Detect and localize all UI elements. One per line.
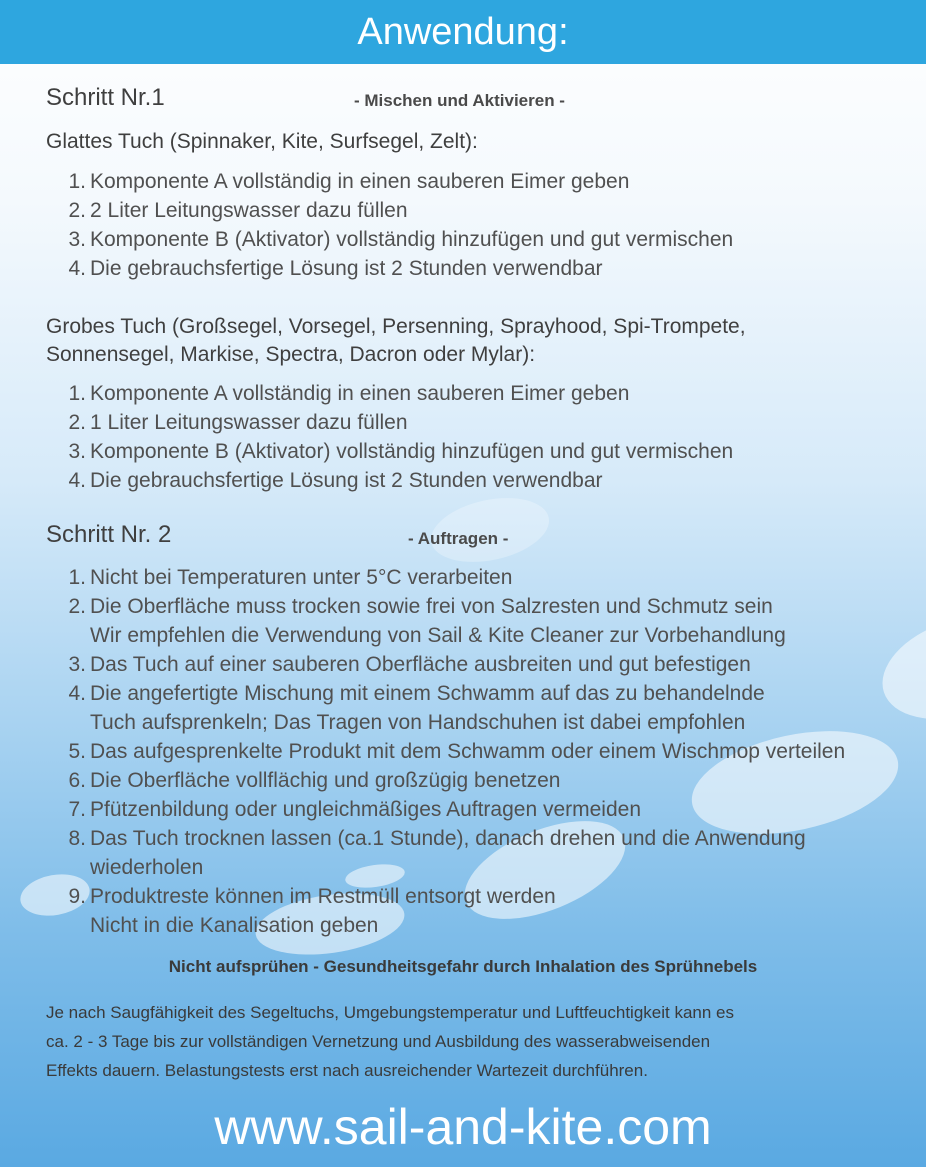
application-steps-list [62, 566, 926, 946]
list-item: 2. 1 Liter Leitungswasser dazu füllen [68, 411, 408, 434]
list-item: 8. Das Tuch trocknen lassen (ca.1 Stunde), danach drehen und die Anwendung [68, 827, 806, 850]
list-item: 3. Komponente B (Aktivator) vollständig hinzufügen und gut vermischen [68, 228, 734, 251]
list-item: 3. Komponente B (Aktivator) vollständig hinzufügen und gut vermischen [68, 440, 734, 463]
list-item: 1. Komponente A vollständig in einen sauberen Eimer geben [68, 382, 630, 405]
list-item: 4. Die angefertigte Mischung mit einem Schwamm auf das zu behandelnde [68, 682, 765, 705]
note-line: Effekts dauern. Belastungstests erst nach ausreichender Wartezeit durchführen. [46, 1061, 648, 1080]
list-item: Tuch aufsprenkeln; Das Tragen von Handschuhen ist dabei empfohlen [90, 711, 746, 734]
list-item: Nicht in die Kanalisation geben [90, 914, 379, 937]
coarse-cloth-list [62, 382, 922, 502]
list-item: 2. 2 Liter Leitungswasser dazu füllen [68, 199, 408, 222]
list-item: 3. Das Tuch auf einer sauberen Oberfläche ausbreiten und gut befestigen [68, 653, 751, 676]
step1-subtitle: - Mischen und Aktivieren - [354, 91, 565, 110]
warning-text: Nicht aufsprühen - Gesundheitsgefahr durch Inhalation des Sprühnebels [168, 957, 758, 976]
list-item: 1. Komponente A vollständig in einen sauberen Eimer geben [68, 170, 630, 193]
note-line: ca. 2 - 3 Tage bis zur vollständigen Vernetzung und Ausbildung des wasserabweisenden [46, 1032, 711, 1051]
list-item: 4. Die gebrauchsfertige Lösung ist 2 Stunden verwendbar [68, 257, 603, 280]
list-item: 1. Nicht bei Temperaturen unter 5°C verarbeiten [68, 566, 513, 589]
page-title-banner [0, 0, 926, 64]
step2-subtitle: - Auftragen - [408, 529, 509, 548]
smooth-cloth-list [62, 170, 922, 290]
list-item: 6. Die Oberfläche vollflächig und großzügig benetzen [68, 769, 561, 792]
list-item: 5. Das aufgesprenkelte Produkt mit dem Schwamm oder einem Wischmop verteilen [68, 740, 846, 763]
coarse-cloth-heading-line1: Grobes Tuch (Großsegel, Vorsegel, Persenning, Sprayhood, Spi-Trompete, [46, 315, 746, 338]
page-title: Anwendung: [357, 11, 569, 53]
list-item: 4. Die gebrauchsfertige Lösung ist 2 Stunden verwendbar [68, 469, 603, 492]
list-item: Wir empfehlen die Verwendung von Sail & Kite Cleaner zur Vorbehandlung [90, 624, 786, 647]
step1-title: Schritt Nr.1 [46, 84, 165, 111]
list-item: wiederholen [90, 856, 204, 879]
website-url: www.sail-and-kite.com [214, 1099, 712, 1155]
step2-title: Schritt Nr. 2 [46, 521, 172, 548]
list-item: 2. Die Oberfläche muss trocken sowie frei von Salzresten und Schmutz sein [68, 595, 773, 618]
curing-note [46, 998, 906, 1085]
note-line: Je nach Saugfähigkeit des Segeltuchs, Umgebungstemperatur und Luftfeuchtigkeit kann es [46, 1003, 734, 1022]
list-item: 7. Pfützenbildung oder ungleichmäßiges Auftragen vermeiden [68, 798, 642, 821]
coarse-cloth-heading-line2: Sonnensegel, Markise, Spectra, Dacron oder Mylar): [46, 343, 536, 366]
smooth-cloth-heading: Glattes Tuch (Spinnaker, Kite, Surfsegel, Zelt): [46, 130, 478, 153]
list-item: 9. Produktreste können im Restmüll entsorgt werden [68, 885, 556, 908]
